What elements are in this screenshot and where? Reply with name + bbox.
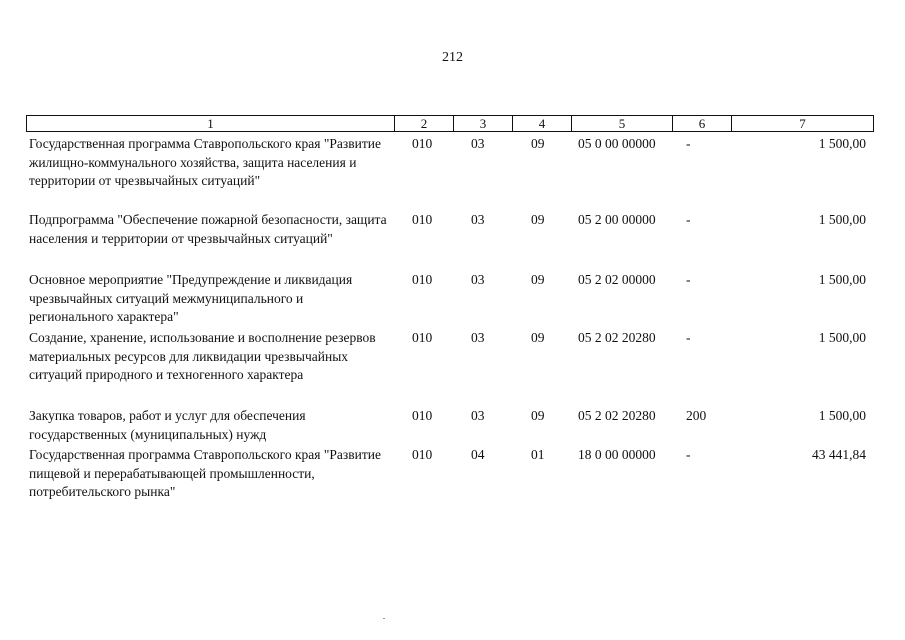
header-cell-1: 1: [27, 116, 395, 132]
scan-speck: [383, 618, 385, 619]
header-cell-6: 6: [673, 116, 732, 132]
header-cell-7: 7: [732, 116, 874, 132]
row-grbs: 010: [412, 212, 433, 227]
column-header-table: [26, 115, 874, 132]
header-cell-5: 5: [572, 116, 673, 132]
row-name: Закупка товаров, работ и услуг для обеспечения государственных (муниципальных) нужд: [29, 408, 306, 442]
row-target-code: 05 2 00 00000: [578, 212, 656, 227]
row-expense-type: -: [686, 136, 691, 151]
row-section: 03: [471, 272, 485, 287]
row-target-code: 05 2 02 20280: [578, 408, 656, 423]
row-section: 03: [471, 330, 485, 345]
row-grbs: 010: [412, 447, 433, 462]
row-name: Государственная программа Ставропольского края "Развитие жилищно-коммунального хозяйства, защита населения и территории от чрезвычайных ситуаций": [29, 136, 381, 188]
row-amount: 1 500,00: [818, 272, 866, 287]
row-expense-type: -: [686, 447, 691, 462]
page-number: 212: [442, 50, 463, 65]
row-section: 03: [471, 136, 485, 151]
row-expense-type: 200: [686, 408, 707, 423]
row-section: 04: [471, 447, 485, 462]
row-name: Создание, хранение, использование и восполнение резервов материальных ресурсов для ликвидации чрезвычайных ситуаций природного и техногенного характера: [29, 330, 376, 382]
header-row: [27, 116, 874, 132]
row-grbs: 010: [412, 330, 433, 345]
row-section: 03: [471, 212, 485, 227]
row-expense-type: -: [686, 272, 691, 287]
row-amount: 43 441,84: [812, 447, 866, 462]
row-subsection: 09: [531, 136, 545, 151]
row-expense-type: -: [686, 212, 691, 227]
row-subsection: 09: [531, 212, 545, 227]
header-cell-2: 2: [395, 116, 454, 132]
header-cell-4: 4: [513, 116, 572, 132]
row-section: 03: [471, 408, 485, 423]
row-subsection: 09: [531, 330, 545, 345]
row-target-code: 05 2 02 20280: [578, 330, 656, 345]
row-target-code: 05 2 02 00000: [578, 272, 656, 287]
row-target-code: 18 0 00 00000: [578, 447, 656, 462]
header-cell-3: 3: [454, 116, 513, 132]
row-name: Основное мероприятие "Предупреждение и ликвидация чрезвычайных ситуаций межмуниципального и регионального характера": [29, 272, 353, 324]
row-name: Государственная программа Ставропольского края "Развитие пищевой и перерабатывающей промышленности, потребительского рынка": [29, 447, 381, 499]
row-grbs: 010: [412, 408, 433, 423]
row-target-code: 05 0 00 00000: [578, 136, 656, 151]
row-grbs: 010: [412, 136, 433, 151]
row-grbs: 010: [412, 272, 433, 287]
row-subsection: 01: [531, 447, 545, 462]
row-amount: 1 500,00: [818, 212, 866, 227]
row-amount: 1 500,00: [818, 330, 866, 345]
row-subsection: 09: [531, 408, 545, 423]
row-amount: 1 500,00: [818, 136, 866, 151]
row-expense-type: -: [686, 330, 691, 345]
row-subsection: 09: [531, 272, 545, 287]
row-amount: 1 500,00: [818, 408, 866, 423]
row-name: Подпрограмма "Обеспечение пожарной безопасности, защита населения и территории от чрезвычайных ситуаций": [29, 212, 387, 246]
